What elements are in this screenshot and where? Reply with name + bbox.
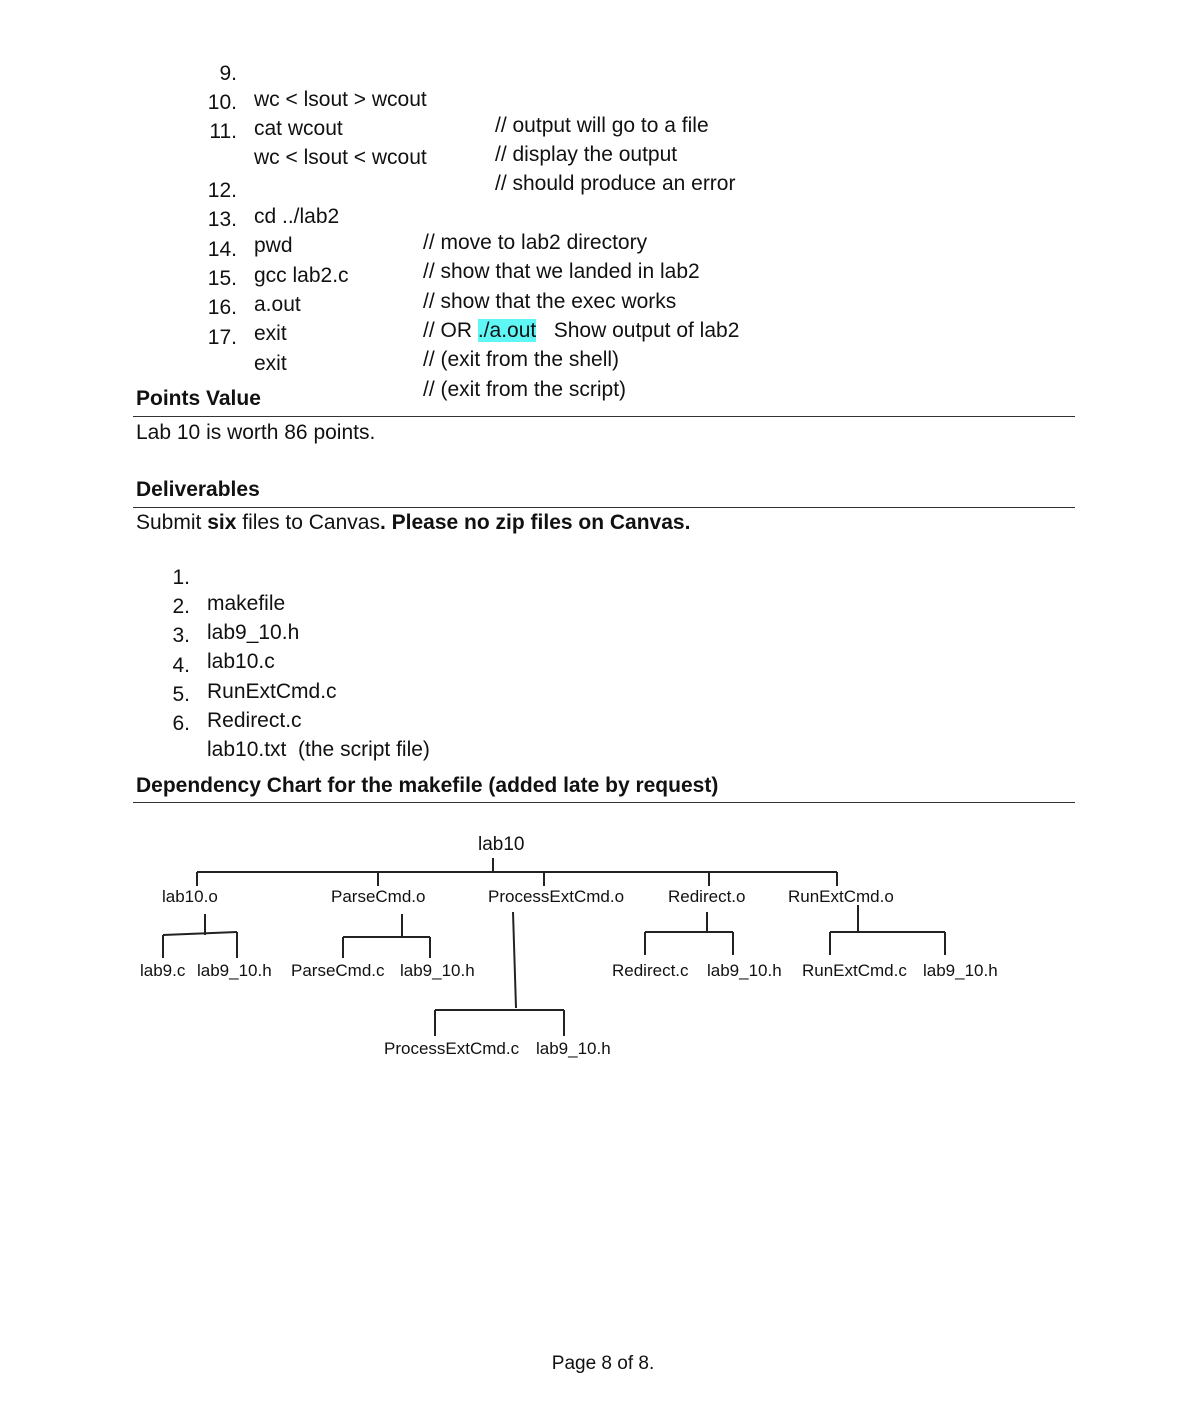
tree-node-source: lab9_10.h <box>400 961 475 980</box>
list-item-text: RunExtCmd.c <box>207 680 337 703</box>
command-comment: // (exit from the script) <box>423 378 627 401</box>
tree-node-source: ParseCmd.c <box>291 961 385 980</box>
page-footer <box>0 1352 1202 1376</box>
list-item-number: 2. <box>172 595 190 618</box>
command-comment: // should produce an error <box>495 172 736 195</box>
list-item-number: 6. <box>172 712 190 735</box>
command-comment: // display the output <box>495 143 678 166</box>
command-number: 12. <box>207 179 237 202</box>
command-number: 17. <box>207 326 237 349</box>
list-item-text: Redirect.c <box>207 709 302 732</box>
command-text: wc < lsout > wcout <box>254 88 427 111</box>
list-item-number: 3. <box>172 624 190 647</box>
command-number: 11. <box>209 120 237 143</box>
tree-node-source: lab9.c <box>140 961 186 980</box>
command-text: gcc lab2.c <box>254 264 349 287</box>
list-item-text: lab10.txt (the script file) <box>207 738 430 761</box>
tree-node-object: ProcessExtCmd.o <box>488 887 625 906</box>
tree-node-object: RunExtCmd.o <box>788 887 894 906</box>
tree-node-object: lab10.o <box>162 887 218 906</box>
command-comment: // output will go to a file <box>495 114 709 137</box>
command-comment: // show that we landed in lab2 <box>423 260 700 283</box>
list-item-number: 5. <box>172 683 190 706</box>
command-text: pwd <box>254 234 293 257</box>
tree-node-source: lab9_10.h <box>923 961 998 980</box>
command-comment: // show that the exec works <box>423 290 677 313</box>
points-text: Lab 10 is worth 86 points. <box>136 421 376 444</box>
submit-prefix: Submit <box>136 511 208 534</box>
submit-note: . Please no zip files on Canvas. <box>379 511 691 534</box>
command-text: exit <box>254 352 287 375</box>
points-heading: Points Value <box>136 387 261 410</box>
submit-middle: files to Canvas <box>236 511 380 534</box>
command-number: 9. <box>219 62 237 85</box>
page-number: Page 8 of 8. <box>551 1353 655 1374</box>
tree-node-source: lab9_10.h <box>707 961 782 980</box>
highlighted-command: ./a.out <box>477 319 537 342</box>
tree-node-source: lab9_10.h <box>536 1039 611 1058</box>
list-item-text: lab9_10.h <box>207 621 300 644</box>
tree-node-object: Redirect.o <box>668 887 746 906</box>
list-item-number: 1. <box>172 566 190 589</box>
dependency-heading: Dependency Chart for the makefile (added late by request) <box>136 774 719 797</box>
deliverables-heading: Deliverables <box>136 478 260 501</box>
tree-node-source: lab9_10.h <box>197 961 272 980</box>
comment-prefix: // OR <box>423 319 478 342</box>
command-number: 14. <box>207 238 237 261</box>
submit-count: six <box>207 511 237 534</box>
command-number: 10. <box>207 91 237 114</box>
tree-node-source: Redirect.c <box>612 961 689 980</box>
tree-edge <box>513 912 516 1008</box>
command-number: 15. <box>207 267 237 290</box>
list-item-text: makefile <box>207 592 286 615</box>
command-text: cd ../lab2 <box>254 205 340 228</box>
tree-node-source: ProcessExtCmd.c <box>384 1039 520 1058</box>
list-item-text: lab10.c <box>207 650 275 673</box>
command-text: cat wcout <box>254 117 343 140</box>
comment-suffix: Show output of lab2 <box>536 319 740 342</box>
command-number: 16. <box>207 296 237 319</box>
tree-node-object: ParseCmd.o <box>331 887 426 906</box>
tree-node-source: RunExtCmd.c <box>802 961 907 980</box>
list-item-number: 4. <box>172 654 190 677</box>
command-number: 13. <box>207 208 237 231</box>
command-comment: // move to lab2 directory <box>423 231 648 254</box>
command-text: exit <box>254 322 287 345</box>
command-comment: // (exit from the shell) <box>423 348 620 371</box>
tree-root-label: lab10 <box>478 834 525 855</box>
command-text: wc < lsout < wcout <box>254 146 427 169</box>
tree-edge <box>163 932 237 935</box>
command-text: a.out <box>254 293 301 316</box>
